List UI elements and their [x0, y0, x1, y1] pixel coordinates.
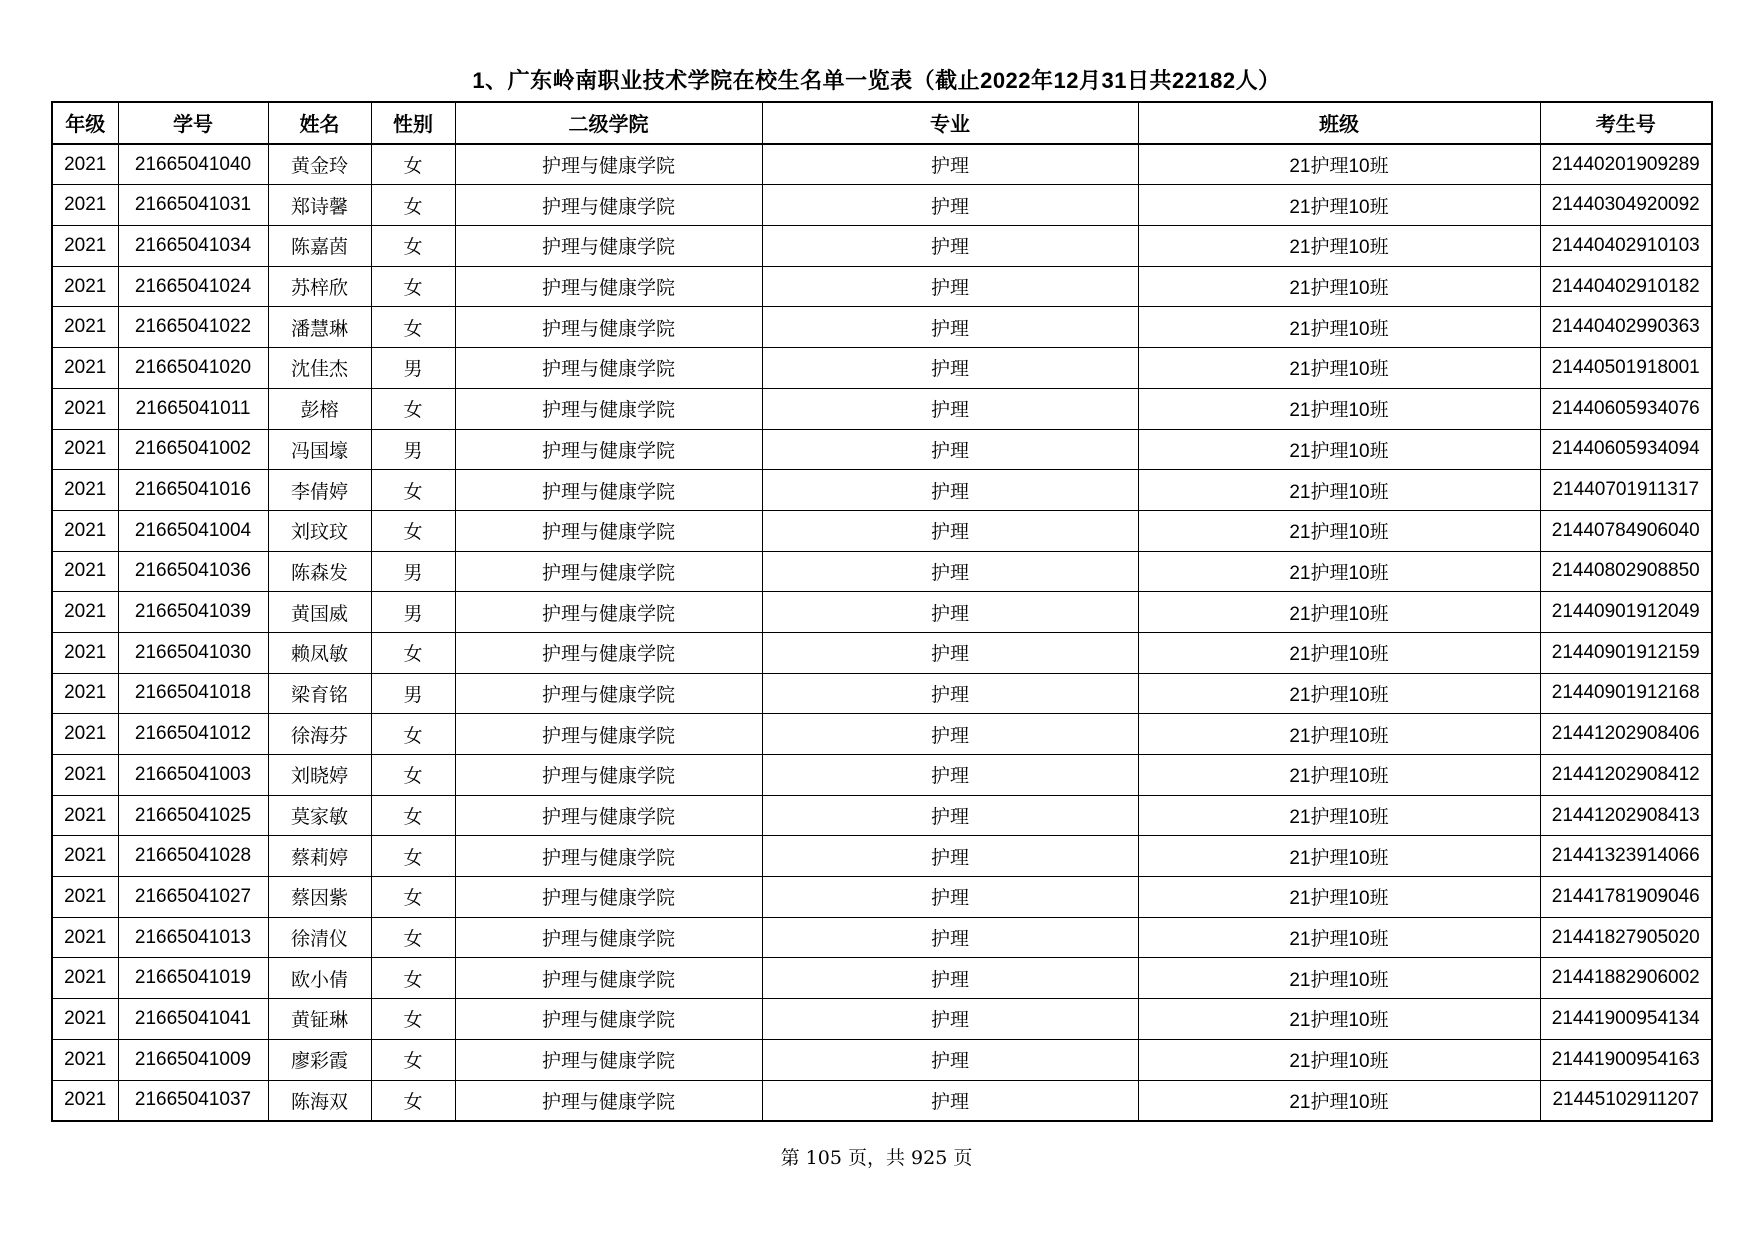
cell-grade: 2021 [52, 510, 118, 551]
cell-student-id: 21665041022 [118, 307, 268, 348]
cell-class: 21护理10班 [1138, 470, 1540, 511]
cell-gender: 男 [371, 551, 455, 592]
cell-major: 护理 [762, 673, 1138, 714]
cell-grade: 2021 [52, 1080, 118, 1121]
cell-student-id: 21665041025 [118, 795, 268, 836]
cell-exam-number: 21441900954163 [1540, 1039, 1712, 1080]
cell-grade: 2021 [52, 388, 118, 429]
header-grade: 年级 [52, 102, 118, 144]
cell-student-id: 21665041011 [118, 388, 268, 429]
cell-student-id: 21665041019 [118, 958, 268, 999]
cell-student-id: 21665041009 [118, 1039, 268, 1080]
header-major: 专业 [762, 102, 1138, 144]
cell-name: 徐清仪 [268, 917, 371, 958]
cell-exam-number: 21441781909046 [1540, 877, 1712, 918]
cell-name: 沈佳杰 [268, 348, 371, 389]
cell-class: 21护理10班 [1138, 755, 1540, 796]
header-class: 班级 [1138, 102, 1540, 144]
table-row [52, 917, 1712, 958]
cell-exam-number: 21440402910182 [1540, 266, 1712, 307]
cell-class: 21护理10班 [1138, 836, 1540, 877]
cell-major: 护理 [762, 917, 1138, 958]
cell-gender: 男 [371, 673, 455, 714]
cell-class: 21护理10班 [1138, 307, 1540, 348]
cell-name: 蔡莉婷 [268, 836, 371, 877]
table-row [52, 470, 1712, 511]
cell-major: 护理 [762, 144, 1138, 185]
cell-major: 护理 [762, 470, 1138, 511]
cell-student-id: 21665041036 [118, 551, 268, 592]
cell-college: 护理与健康学院 [455, 755, 762, 796]
cell-gender: 女 [371, 877, 455, 918]
cell-gender: 女 [371, 226, 455, 267]
cell-name: 黄国威 [268, 592, 371, 633]
cell-name: 梁育铭 [268, 673, 371, 714]
cell-grade: 2021 [52, 266, 118, 307]
cell-class: 21护理10班 [1138, 348, 1540, 389]
cell-gender: 女 [371, 632, 455, 673]
table-row [52, 266, 1712, 307]
cell-gender: 女 [371, 1039, 455, 1080]
cell-major: 护理 [762, 388, 1138, 429]
cell-name: 陈嘉茵 [268, 226, 371, 267]
cell-student-id: 21665041027 [118, 877, 268, 918]
cell-name: 彭榕 [268, 388, 371, 429]
cell-grade: 2021 [52, 917, 118, 958]
cell-class: 21护理10班 [1138, 266, 1540, 307]
table-row [52, 185, 1712, 226]
cell-college: 护理与健康学院 [455, 348, 762, 389]
cell-college: 护理与健康学院 [455, 999, 762, 1040]
cell-student-id: 21665041003 [118, 755, 268, 796]
page-footer: 第 105 页，共 925 页 [780, 1147, 973, 1169]
cell-exam-number: 21440901912049 [1540, 592, 1712, 633]
cell-gender: 女 [371, 714, 455, 755]
cell-exam-number: 21441900954134 [1540, 999, 1712, 1040]
header-college: 二级学院 [455, 102, 762, 144]
cell-exam-number: 21440605934094 [1540, 429, 1712, 470]
cell-class: 21护理10班 [1138, 1080, 1540, 1121]
table-row [52, 999, 1712, 1040]
cell-grade: 2021 [52, 1039, 118, 1080]
cell-name: 刘玟玟 [268, 510, 371, 551]
cell-major: 护理 [762, 510, 1138, 551]
cell-name: 潘慧琳 [268, 307, 371, 348]
cell-college: 护理与健康学院 [455, 917, 762, 958]
cell-exam-number: 21440501918001 [1540, 348, 1712, 389]
cell-student-id: 21665041037 [118, 1080, 268, 1121]
cell-college: 护理与健康学院 [455, 795, 762, 836]
cell-class: 21护理10班 [1138, 429, 1540, 470]
header-student-id: 学号 [118, 102, 268, 144]
cell-grade: 2021 [52, 714, 118, 755]
page-title: 1、广东岭南职业技术学院在校生名单一览表（截止2022年12月31日共22182人） [472, 68, 1281, 93]
cell-exam-number: 21440802908850 [1540, 551, 1712, 592]
cell-class: 21护理10班 [1138, 226, 1540, 267]
cell-class: 21护理10班 [1138, 632, 1540, 673]
cell-gender: 男 [371, 429, 455, 470]
cell-name: 赖凤敏 [268, 632, 371, 673]
table-row [52, 1080, 1712, 1121]
cell-exam-number: 21440201909289 [1540, 144, 1712, 185]
cell-major: 护理 [762, 429, 1138, 470]
cell-class: 21护理10班 [1138, 551, 1540, 592]
cell-major: 护理 [762, 1039, 1138, 1080]
cell-major: 护理 [762, 958, 1138, 999]
cell-gender: 女 [371, 836, 455, 877]
cell-gender: 女 [371, 470, 455, 511]
cell-name: 苏梓欣 [268, 266, 371, 307]
cell-grade: 2021 [52, 877, 118, 918]
cell-exam-number: 21440701911317 [1540, 470, 1712, 511]
cell-gender: 女 [371, 917, 455, 958]
cell-class: 21护理10班 [1138, 795, 1540, 836]
cell-grade: 2021 [52, 226, 118, 267]
cell-college: 护理与健康学院 [455, 226, 762, 267]
cell-exam-number: 21441202908412 [1540, 755, 1712, 796]
cell-class: 21护理10班 [1138, 185, 1540, 226]
table-row [52, 632, 1712, 673]
cell-college: 护理与健康学院 [455, 266, 762, 307]
cell-student-id: 21665041016 [118, 470, 268, 511]
cell-student-id: 21665041024 [118, 266, 268, 307]
cell-name: 李倩婷 [268, 470, 371, 511]
cell-major: 护理 [762, 1080, 1138, 1121]
table-row [52, 836, 1712, 877]
cell-major: 护理 [762, 348, 1138, 389]
cell-class: 21护理10班 [1138, 673, 1540, 714]
cell-college: 护理与健康学院 [455, 551, 762, 592]
cell-college: 护理与健康学院 [455, 592, 762, 633]
cell-grade: 2021 [52, 958, 118, 999]
cell-exam-number: 21441882906002 [1540, 958, 1712, 999]
cell-grade: 2021 [52, 673, 118, 714]
cell-exam-number: 21445102911207 [1540, 1080, 1712, 1121]
cell-major: 护理 [762, 226, 1138, 267]
cell-name: 陈海双 [268, 1080, 371, 1121]
cell-student-id: 21665041028 [118, 836, 268, 877]
cell-student-id: 21665041039 [118, 592, 268, 633]
cell-grade: 2021 [52, 999, 118, 1040]
cell-grade: 2021 [52, 185, 118, 226]
table-header-row [52, 102, 1712, 144]
table-row [52, 673, 1712, 714]
cell-grade: 2021 [52, 551, 118, 592]
cell-gender: 女 [371, 144, 455, 185]
cell-exam-number: 21441827905020 [1540, 917, 1712, 958]
cell-college: 护理与健康学院 [455, 144, 762, 185]
cell-gender: 女 [371, 388, 455, 429]
cell-name: 廖彩霞 [268, 1039, 371, 1080]
cell-gender: 女 [371, 307, 455, 348]
cell-exam-number: 21441202908406 [1540, 714, 1712, 755]
cell-student-id: 21665041002 [118, 429, 268, 470]
cell-name: 黄钲琳 [268, 999, 371, 1040]
header-gender: 性别 [371, 102, 455, 144]
cell-name: 徐海芬 [268, 714, 371, 755]
cell-exam-number: 21440901912168 [1540, 673, 1712, 714]
cell-exam-number: 21441323914066 [1540, 836, 1712, 877]
cell-grade: 2021 [52, 592, 118, 633]
cell-exam-number: 21440304920092 [1540, 185, 1712, 226]
cell-major: 护理 [762, 307, 1138, 348]
cell-major: 护理 [762, 795, 1138, 836]
cell-college: 护理与健康学院 [455, 307, 762, 348]
cell-grade: 2021 [52, 307, 118, 348]
cell-gender: 男 [371, 348, 455, 389]
cell-exam-number: 21440402910103 [1540, 226, 1712, 267]
cell-college: 护理与健康学院 [455, 1039, 762, 1080]
cell-class: 21护理10班 [1138, 144, 1540, 185]
cell-college: 护理与健康学院 [455, 714, 762, 755]
table-row [52, 755, 1712, 796]
cell-major: 护理 [762, 877, 1138, 918]
table-row [52, 714, 1712, 755]
cell-class: 21护理10班 [1138, 510, 1540, 551]
cell-college: 护理与健康学院 [455, 958, 762, 999]
cell-grade: 2021 [52, 470, 118, 511]
cell-class: 21护理10班 [1138, 1039, 1540, 1080]
cell-class: 21护理10班 [1138, 714, 1540, 755]
cell-class: 21护理10班 [1138, 917, 1540, 958]
cell-name: 黄金玲 [268, 144, 371, 185]
cell-name: 郑诗馨 [268, 185, 371, 226]
table-row [52, 551, 1712, 592]
cell-grade: 2021 [52, 795, 118, 836]
cell-major: 护理 [762, 632, 1138, 673]
cell-student-id: 21665041034 [118, 226, 268, 267]
cell-major: 护理 [762, 714, 1138, 755]
cell-gender: 女 [371, 185, 455, 226]
cell-student-id: 21665041018 [118, 673, 268, 714]
cell-grade: 2021 [52, 348, 118, 389]
cell-college: 护理与健康学院 [455, 673, 762, 714]
cell-major: 护理 [762, 185, 1138, 226]
cell-exam-number: 21440901912159 [1540, 632, 1712, 673]
table-row [52, 877, 1712, 918]
cell-gender: 女 [371, 755, 455, 796]
cell-college: 护理与健康学院 [455, 510, 762, 551]
cell-college: 护理与健康学院 [455, 185, 762, 226]
cell-exam-number: 21440402990363 [1540, 307, 1712, 348]
cell-name: 莫家敏 [268, 795, 371, 836]
cell-gender: 女 [371, 958, 455, 999]
cell-college: 护理与健康学院 [455, 632, 762, 673]
cell-major: 护理 [762, 592, 1138, 633]
cell-college: 护理与健康学院 [455, 429, 762, 470]
cell-major: 护理 [762, 266, 1138, 307]
cell-name: 欧小倩 [268, 958, 371, 999]
cell-grade: 2021 [52, 429, 118, 470]
cell-name: 蔡因紫 [268, 877, 371, 918]
table-row [52, 226, 1712, 267]
cell-student-id: 21665041030 [118, 632, 268, 673]
cell-gender: 女 [371, 999, 455, 1040]
cell-grade: 2021 [52, 144, 118, 185]
table-row [52, 144, 1712, 185]
cell-student-id: 21665041012 [118, 714, 268, 755]
cell-major: 护理 [762, 551, 1138, 592]
cell-name: 陈森发 [268, 551, 371, 592]
cell-student-id: 21665041004 [118, 510, 268, 551]
table-row [52, 388, 1712, 429]
cell-student-id: 21665041013 [118, 917, 268, 958]
cell-grade: 2021 [52, 755, 118, 796]
cell-grade: 2021 [52, 836, 118, 877]
cell-college: 护理与健康学院 [455, 836, 762, 877]
cell-student-id: 21665041031 [118, 185, 268, 226]
table-row [52, 795, 1712, 836]
table-row [52, 307, 1712, 348]
cell-college: 护理与健康学院 [455, 388, 762, 429]
cell-exam-number: 21441202908413 [1540, 795, 1712, 836]
cell-class: 21护理10班 [1138, 592, 1540, 633]
cell-student-id: 21665041040 [118, 144, 268, 185]
cell-college: 护理与健康学院 [455, 470, 762, 511]
cell-name: 刘晓婷 [268, 755, 371, 796]
cell-class: 21护理10班 [1138, 877, 1540, 918]
cell-name: 冯国壕 [268, 429, 371, 470]
table-row [52, 958, 1712, 999]
cell-major: 护理 [762, 999, 1138, 1040]
cell-major: 护理 [762, 755, 1138, 796]
table-body [52, 144, 1712, 1122]
table-row [52, 348, 1712, 389]
cell-gender: 女 [371, 1080, 455, 1121]
cell-exam-number: 21440784906040 [1540, 510, 1712, 551]
cell-class: 21护理10班 [1138, 388, 1540, 429]
table-row [52, 429, 1712, 470]
cell-gender: 女 [371, 795, 455, 836]
table-row [52, 1039, 1712, 1080]
table-row [52, 592, 1712, 633]
cell-student-id: 21665041041 [118, 999, 268, 1040]
cell-grade: 2021 [52, 632, 118, 673]
cell-college: 护理与健康学院 [455, 877, 762, 918]
cell-major: 护理 [762, 836, 1138, 877]
cell-class: 21护理10班 [1138, 958, 1540, 999]
table-row [52, 510, 1712, 551]
student-roster-table [51, 101, 1713, 1122]
cell-gender: 女 [371, 510, 455, 551]
cell-gender: 男 [371, 592, 455, 633]
header-name: 姓名 [268, 102, 371, 144]
cell-student-id: 21665041020 [118, 348, 268, 389]
header-exam-number: 考生号 [1540, 102, 1712, 144]
cell-class: 21护理10班 [1138, 999, 1540, 1040]
cell-gender: 女 [371, 266, 455, 307]
cell-college: 护理与健康学院 [455, 1080, 762, 1121]
cell-exam-number: 21440605934076 [1540, 388, 1712, 429]
